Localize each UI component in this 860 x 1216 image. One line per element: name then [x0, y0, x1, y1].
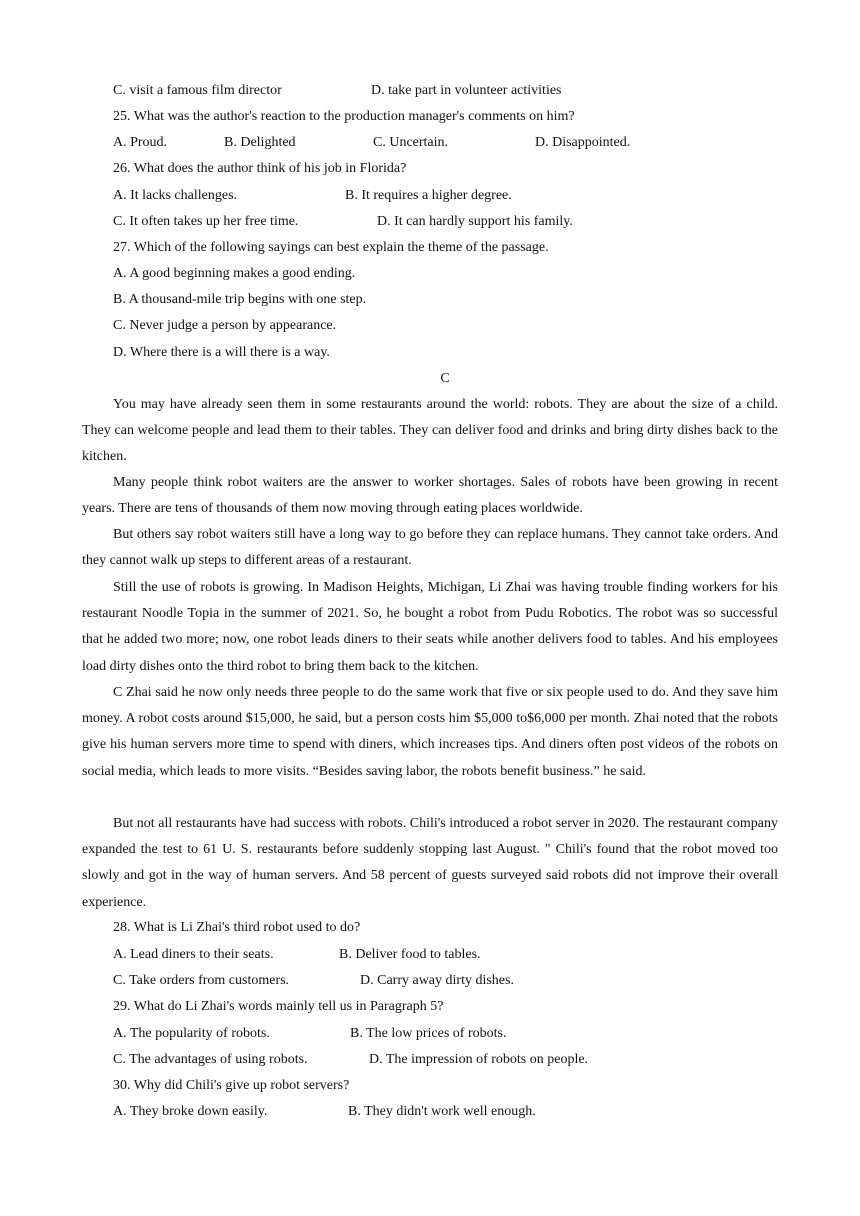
passage-paragraph-2: Many people think robot waiters are the answer to worker shortages. Sales of robots have been growing in recent years. There are tens of thousands of them now moving through eating places worldwide.: [82, 475, 778, 517]
q28-option-d: D. Carry away dirty dishes.: [360, 973, 514, 988]
q29-option-a: A. The popularity of robots.: [113, 1026, 270, 1041]
q28-stem: 28. What is Li Zhai's third robot used to do?: [113, 920, 361, 935]
q25-stem: 25. What was the author's reaction to the production manager's comments on him?: [113, 109, 575, 124]
q29-option-d: D. The impression of robots on people.: [369, 1052, 589, 1067]
passage-paragraph-6: But not all restaurants have had success with robots. Chili's introduced a robot server in 2020. The restaurant company expanded the test to 61 U. S. restaurants before suddenly stopping last August. " Chili's found that the robot moved too slowly and got in the way of human servers. And 58 percent of guests surveyed said robots did not improve their overall experience.: [82, 816, 778, 910]
q30-option-b: B. They didn't work well enough.: [348, 1104, 536, 1119]
q28-option-c: C. Take orders from customers.: [113, 973, 290, 988]
q26-option-b: B. It requires a higher degree.: [345, 188, 512, 203]
q27-option-c: C. Never judge a person by appearance.: [113, 318, 337, 333]
q29-stem: 29. What do Li Zhai's words mainly tell us in Paragraph 5?: [113, 999, 444, 1014]
q26-option-d: D. It can hardly support his family.: [377, 214, 573, 229]
q24-option-d: D. take part in volunteer activities: [371, 83, 562, 98]
q28-option-a: A. Lead diners to their seats.: [113, 947, 274, 962]
passage-paragraph-1: You may have already seen them in some restaurants around the world: robots. They are about the size of a child. They can welcome people and lead them to their tables. They can deliver food and drinks and bring dirty dishes back to the kitchen.: [82, 397, 778, 465]
q26-option-c: C. It often takes up her free time.: [113, 214, 299, 229]
q27-option-d: D. Where there is a will there is a way.: [113, 345, 330, 360]
q25-option-b: B. Delighted: [224, 135, 296, 150]
section-title-c: C: [440, 371, 450, 386]
q25-option-c: C. Uncertain.: [373, 135, 449, 150]
passage-paragraph-3: But others say robot waiters still have a long way to go before they can replace humans. They cannot take orders. And they cannot walk up steps to different areas of a restaurant.: [82, 527, 778, 569]
q30-option-a: A. They broke down easily.: [113, 1104, 268, 1119]
q26-stem: 26. What does the author think of his job in Florida?: [113, 161, 407, 176]
q30-stem: 30. Why did Chili's give up robot servers?: [113, 1078, 350, 1093]
q24-option-c: C. visit a famous film director: [113, 83, 282, 98]
q29-option-b: B. The low prices of robots.: [350, 1026, 507, 1041]
q29-option-c: C. The advantages of using robots.: [113, 1052, 308, 1067]
q27-option-b: B. A thousand-mile trip begins with one step.: [113, 292, 367, 307]
q28-option-b: B. Deliver food to tables.: [339, 947, 481, 962]
q27-stem: 27. Which of the following sayings can best explain the theme of the passage.: [113, 240, 549, 255]
q25-option-d: D. Disappointed.: [535, 135, 631, 150]
q26-option-a: A. It lacks challenges.: [113, 188, 238, 203]
q27-option-a: A. A good beginning makes a good ending.: [113, 266, 356, 281]
passage-paragraph-5: C Zhai said he now only needs three people to do the same work that five or six people used to do. And they save him money. A robot costs around $15,000, he said, but a person costs him $5,000 to$6,000 per month. Zhai noted that the robots give his human servers more time to spend with diners, which increases tips. And diners often post videos of the robots on social media, which leads to more visits. “Besides saving labor, the robots benefit business.” he said.: [82, 685, 778, 779]
q25-option-a: A. Proud.: [113, 135, 168, 150]
passage-paragraph-4: Still the use of robots is growing. In Madison Heights, Michigan, Li Zhai was having trouble finding workers for his restaurant Noodle Topia in the summer of 2021. So, he bought a robot from Pudu Robotics. The robot was so successful that he added two more; now, one robot leads diners to their seats while another delivers food to tables. And his employees load dirty dishes onto the third robot to bring them back to the kitchen.: [82, 580, 778, 674]
